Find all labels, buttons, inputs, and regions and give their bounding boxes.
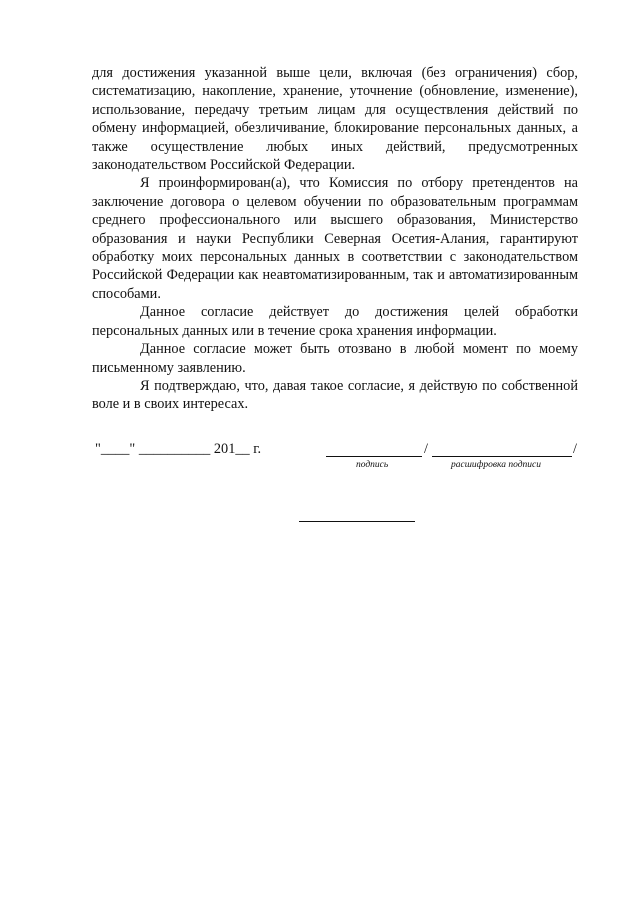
end-divider [299, 521, 415, 522]
paragraph-processing-actions: для достижения указанной выше цели, включая (без ограничения) сбор, систематизацию, накопление, хранение, уточнение (обновление, изменение), использование, передачу третьим лицам для осуществления действий по обмену информацией, обезличивание, блокирование персональных данных, а также осуществление любых иных действий, предусмотренных законодательством Российской Федерации. [92, 65, 578, 174]
signature-decoding-caption: расшифровка подписи [451, 460, 541, 470]
signature-blank [326, 441, 422, 457]
signature-block [0, 441, 640, 481]
signature-decoding-blank [432, 441, 572, 457]
paragraph-confirmation: Я подтверждаю, что, давая такое согласие, я действую по собственной воле и в своих интересах. [92, 377, 578, 413]
paragraph-validity: Данное согласие действует до достижения целей обработки персональных данных или в течение срока хранения информации. [92, 304, 578, 339]
date-line: "____" __________ 201__ г. [95, 441, 262, 457]
signature-caption: подпись [356, 460, 389, 470]
signature-separator: / [424, 441, 428, 457]
consent-body [92, 64, 578, 414]
signature-end-separator: / [573, 441, 577, 457]
paragraph-informed: Я проинформирован(а), что Комиссия по отбору претендентов на заключение договора о целевом обучении по образовательным программам среднего профессионального или высшего образования, Министерство образования и науки Республики Северная Осетия-Алания, гарантируют обработку моих персональных данных в соответствии с законодательством Российской Федерации как неавтоматизированным, так и автоматизированным способами. [92, 175, 578, 302]
paragraph-revocation: Данное согласие может быть отозвано в любой момент по моему письменному заявлению. [92, 341, 578, 376]
